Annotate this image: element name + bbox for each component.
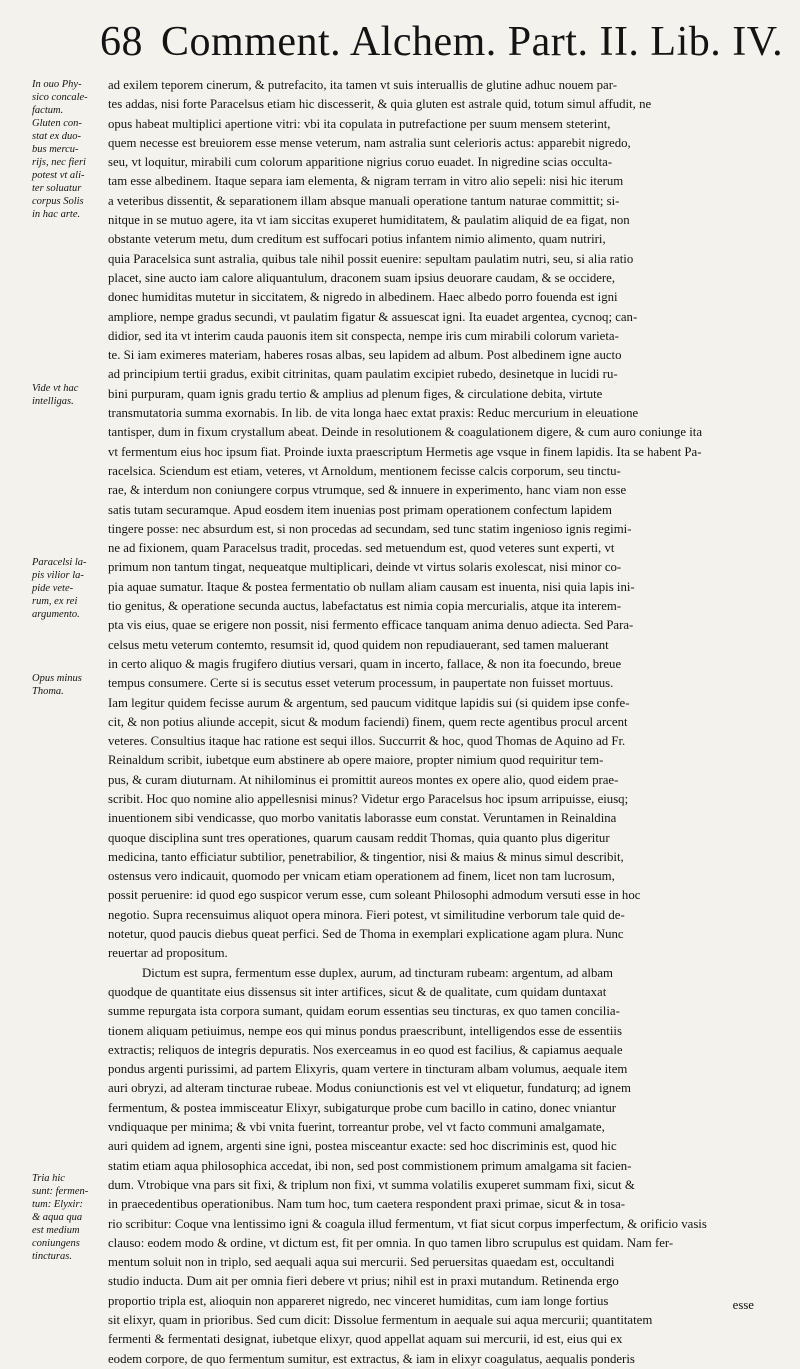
text-line: Dictum est supra, fermentum esse duplex, aurum, ad tincturam rubeam: argentum, ad albam	[142, 965, 613, 980]
text-line: eodem corpore, de quo fermentum sumitur, est extractus, & iam in elixyr coagulatus, aequalis ponderis	[108, 1351, 635, 1366]
margin-note: Paracelsi la- pis vilior la- pide vete- rum, ex rei argumento.	[32, 557, 87, 620]
text-line: veteres. Consultius itaque hac ratione est sequi illos. Succurrit & hoc, quod Thomas de Aquino ad Fr.	[108, 734, 626, 749]
text-line: proportio tripla est, alioquin non appareret nigredo, nec vinceret humiditas, cum iam longe fortius	[108, 1293, 609, 1308]
text-line: seu, vt loquitur, mirabili cum colorum apparitione nigrius coruo euadet. In nigredine scias occulta-	[108, 155, 613, 170]
text-line: ostensus vero indicauit, quomodo per vnicam etiam operationem ad finem, licet non tam lucrosum,	[108, 869, 615, 884]
text-line: primum non tantum tingat, nequeatque multiplicari, deinde vt virtus solaris exolescat, nisi minor co-	[108, 560, 622, 575]
margin-note: Tria hic sunt: fermen- tum: Elyxir: & aqua qua est medium coniungens tincturas.	[32, 1173, 89, 1262]
text-line: vndiquaque per minima; & vbi vnita fuerint, torreantur probe, vel vt facto communi amalgamate,	[108, 1120, 605, 1135]
text-line: vt fermentum eius hoc ipsum fiat. Proinde iuxta praescriptum Hermetis age vsque in finem lapidis. Ita se habent Pa-	[108, 444, 702, 459]
text-line: scribit. Hoc quo nomine alio appellesnisi minus? Videtur ergo Paracelsus hoc ipsum arripuisse, eiusq;	[108, 791, 629, 806]
text-line: didior, sed ita vt interim cauda pauonis item sit conspecta, nempe iris cum mirabili colorum varieta-	[108, 328, 619, 343]
text-line: quem necesse est breuiorem esse mense veterum, nam astralia sunt celerioris actus: apparebit nigredo,	[108, 135, 631, 150]
text-line: bini purpuram, quam ignis gradu tertio & amplius ad plenum figes, & circulatione debita, virtute	[108, 386, 603, 401]
margin-note: Vide vt hac intelligas.	[32, 383, 79, 407]
text-line: rae, & interdum non coniungere corpus vtrumque, sed & innuere in experimento, hanc viam non esse	[108, 483, 627, 498]
catchword: esse	[732, 1298, 754, 1312]
text-line: pta vis eius, quae se erigere non possit, nisi fermento efficace tanquam anima denuo adiecta. Sed Para-	[108, 618, 634, 633]
text-line: tes addas, nisi forte Paracelsus etiam hic discesserit, & quia gluten est astrale quid, totum simul affudit, ne	[108, 97, 652, 112]
text-line: auri obryzi, ad alteram tincturae rubeae. Modus coniunctionis est vel vt eliquetur, fundaturq; ad ignem	[108, 1081, 631, 1096]
text-line: Reinaldum scribit, iubetque eum abstinere ab opere maiore, propter nimium quod requiritur tem-	[108, 753, 604, 768]
text-line: tantisper, dum in fixum crystallum abeat. Deinde in resolutionem & coagulationem digere, & cum auro coniunge ita	[108, 425, 703, 440]
text-line: in praecedentibus operationibus. Nam tum hoc, tum caetera respondent praxi primae, sicut & in tosa-	[108, 1197, 626, 1212]
text-line: opus habeat multiplici apertione vitri: vbi ita copulata in putrefactione per suum mensem steterint,	[108, 116, 611, 131]
body-text	[108, 76, 756, 1369]
text-line: fermentum, & postea immisceatur Elixyr, subigaturque probe cum bacillo in catino, donec vniantur	[108, 1100, 617, 1115]
page-number: 68	[100, 19, 143, 65]
text-line: transmutatoria summa exornabis. In lib. de vita longa haec extat praxis: Reduc mercurium in eleuatione	[108, 406, 639, 421]
text-line: notetur, quod paucis diebus queat perfici. Sed de Thoma in exemplari explicatione agam plura. Nunc	[108, 927, 624, 942]
text-line: tionem aliquam petiuimus, nempe eos qui minus pondus praescribunt, intelligendos esse de essentiis	[108, 1023, 622, 1038]
text-line: dum. Vtrobique vna pars sit fixi, & triplum non fixi, vt summa volatilis exuperet summam fixi, sicut &	[108, 1177, 635, 1192]
text-line: satis tutam securamque. Apud eosdem item inuenias post primam operationem confectum lapidem	[108, 502, 612, 517]
text-line: donec humiditas mutetur in siccitatem, & nigredo in albedinem. Haec albedo porro fouenda est igni	[108, 290, 618, 305]
text-line: medicina, tanto efficiatur subtilior, penetrabilior, & tingentior, nisi & maius & minus simul describit,	[108, 849, 624, 864]
text-line: te. Si iam eximeres materiam, haberes rosas albas, seu lapidem ad album. Post albedinem igne aucto	[108, 348, 622, 363]
text-line: nitque in se mutuo agere, ita vt iam siccitas exuperet humiditatem, & paulatim aliquid de ea figat, non	[108, 213, 630, 228]
text-line: ad principium tertii gradus, exibit citrinitas, quam paulatim excipiet rubedo, desinetque in lucidi ru-	[108, 367, 618, 382]
text-line: clauso: eodem modo & ordine, vt dictum est, fit per omnia. In quo tamen libro scrupulus est quidam. Nam fer-	[108, 1235, 674, 1250]
text-line: sit elixyr, quam in prioribus. Sed cum dicit: Dissolue fermentum in aequale sui aqua mercurii; quantitatem	[108, 1313, 653, 1327]
text-line: possit peruenire: id quod ego suspicor verum esse, cum soleant Philosophi admodum versuti esse in hoc	[108, 888, 641, 903]
text-line: mentum soluit non in triplo, sed aequali aqua sui mercurii. Sed peruersitas quaedam est, occultandi	[108, 1255, 615, 1270]
text-line: celsus metu veterum contemto, resumsit id, quod quidem non repudiauerant, sed tamen maluerant	[108, 637, 609, 652]
text-line: quia Paracelsica sunt astralia, quibus tale nihil possit euenire: sepultam paulatim nutri, seu, si alia ratio	[108, 251, 634, 266]
text-line: tempus consumere. Certe si is secutus esset veterum processum, in paupertate non fuisset mortuus.	[108, 676, 614, 691]
text-line: tingere posse: nec absurdum est, si non procedas ad secundam, sed tunc statim ingenioso ignis regimi-	[108, 521, 632, 536]
text-line: a veteribus dissentit, & separationem illam absque manuali operatione tantum naturae committit; si-	[108, 193, 620, 208]
text-line: reuertar ad propositum.	[108, 946, 228, 961]
running-title: Comment. Alchem. Part. II. Lib. IV.	[161, 19, 784, 65]
text-line: ne ad fixionem, quam Paracelsus tradit, procedas. sed metuendum est, quod veteres sunt experti, vt	[108, 541, 615, 556]
page-header	[100, 18, 783, 66]
text-line: inuentionem sibi vendicasse, quo morbo vanitatis laborasse eum constat. Veruntamen in Reinaldina	[108, 811, 617, 826]
text-line: negotio. Supra recensuimus aliquot opera minora. Fieri potest, vt similitudine verborum tale quid de-	[108, 907, 625, 922]
text-line: ad exilem teporem cinerum, & putrefacito, ita tamen vt suis interuallis de glutine adhuc nouem par-	[108, 78, 617, 92]
text-line: tam esse albedinem. Itaque separa iam elementa, & nigram terram in vitro alio sepeli: nisi hic iterum	[108, 174, 624, 189]
text-line: pia aquae sumatur. Itaque & postea fermentatio ob nullam aliam causam est inuenta, nisi quia lapis ini-	[108, 579, 635, 594]
text-line: Iam legitur quidem fecisse aurum & argentum, sed paucum viditque lapidis sui (si quidem ipse confe-	[108, 695, 630, 710]
text-line: summe repurgata ista corpora sumant, quidam eorum essentias seu tincturas, ex quo tamen concilia-	[108, 1004, 620, 1019]
text-line: in certo aliquo & magis frugifero diutius versari, quam in incerto, fallace, & non ita foecundo, breue	[108, 656, 622, 671]
text-line: extractis; reliquos de integris depuratis. Nos exerceamus in eo quod est facilius, & capiamus aequale	[108, 1042, 623, 1057]
text-line: obstante veterum metu, dum creditum est suffocari potius infantem nimio alimento, quam nutriri,	[108, 232, 606, 247]
text-line: ampliore, nempe gradus secundi, vt paulatim figatur & assuescat igni. Ita euadet argentea, cycnoq; can-	[108, 309, 638, 324]
text-line: tio genitus, & operatione secunda auctus, labefactatus est nimia copia mercurialis, atque ita interem-	[108, 599, 622, 614]
text-line: fermenti & fermentati designat, iubetque elixyr, quod appellat aquam sui mercurii, id est, eius qui ex	[108, 1332, 623, 1347]
text-line: studio inducta. Dum ait per omnia fieri debere vt prius; nihil est in praxi mutandum. Retinenda ergo	[108, 1274, 619, 1289]
margin-note: Opus minus Thoma.	[32, 673, 82, 697]
text-line: pondus argenti purissimi, ad partem Elixyris, quam vertere in tincturam albam volumus, aequale item	[108, 1062, 628, 1077]
text-line: auri quidem ad ignem, argenti sine igni, postea misceantur exacte: sed hoc discriminis est, quod hic	[108, 1139, 617, 1154]
text-line: quodque de quantitate eius dissensus sit inter artifices, sicut & de qualitate, cum quidam duntaxat	[108, 984, 607, 999]
text-line: statim etiam aqua philosophica accedat, ibi non, sed post commistionem primum amalgama sit facien-	[108, 1158, 632, 1173]
text-line: rio scribitur: Coque vna lentissimo igni & coagula illud fermentum, vt fiat sicut corpus imperfectum, & orificio vasis	[108, 1216, 707, 1231]
text-line: racelsica. Sciendum est etiam, veteres, vt Arnoldum, mentionem fecisse calcis corporum, seu tinctu-	[108, 463, 621, 478]
text-line: cit, & non potius aliunde accepit, sicut & modum faciendi) finem, quem recte agentibus procul arcent	[108, 714, 628, 729]
text-line: pus, & curam diuturnam. At nihilominus ei promittit aureos montes ex opere alio, quod eidem prae-	[108, 772, 619, 787]
text-line: placet, sine aucto iam calore aliquantulum, draconem suam ipsius deuorare caudam, & se occidere,	[108, 270, 616, 285]
text-line: quoque disciplina sunt tres operationes, quarum causam reddit Thomas, quia quanto plus digeritur	[108, 830, 610, 845]
margin-note: In ouo Phy- sico concale- factum. Gluten con- stat ex duo- bus mercu- rijs, nec fieri potest vt ali- ter soluatur corpus Solis in hac arte.	[32, 79, 88, 220]
